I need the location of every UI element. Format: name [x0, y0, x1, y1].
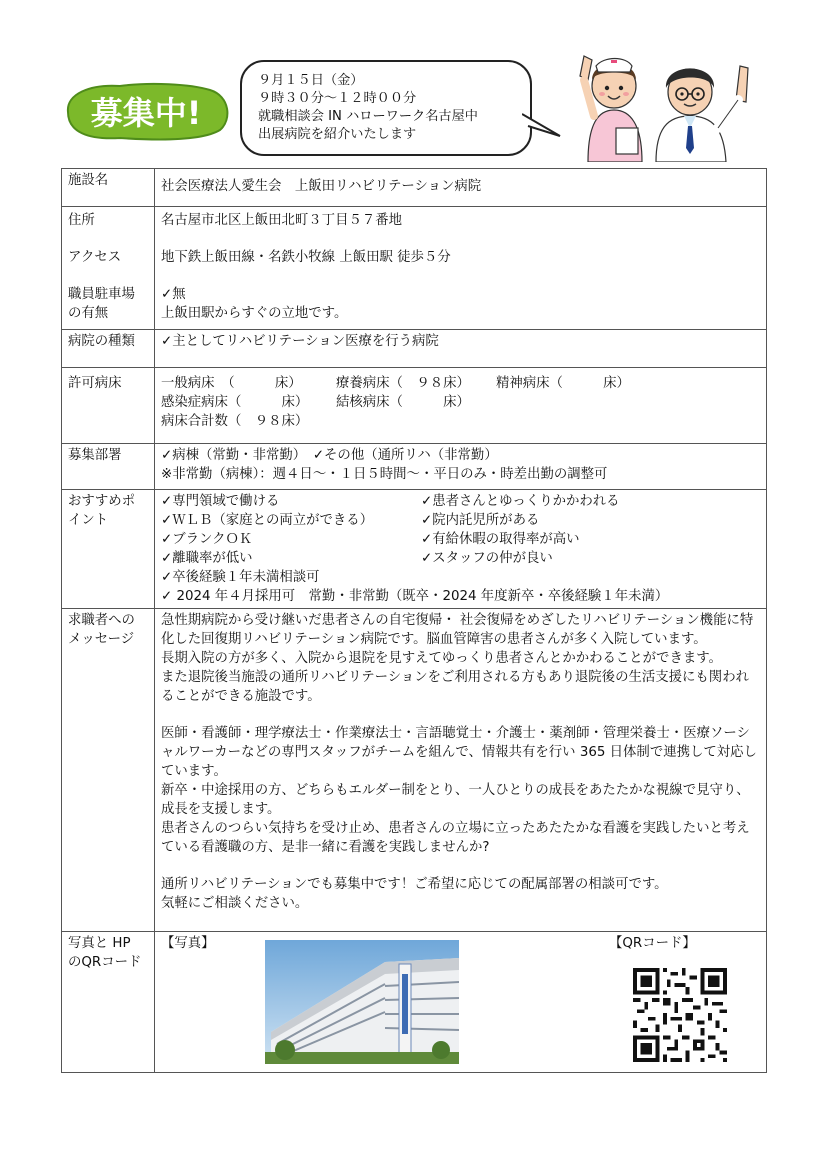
address-value: 名古屋市北区上飯田北町３丁目５７番地 — [161, 213, 403, 228]
facility-row — [62, 169, 767, 207]
message-paragraph: 患者さんのつらい気持ちを受け止め、患者さんの立場に立ったあたたかな看護を実践したいと考えている看護職の方、是非一緒に看護を実践しませんか? — [161, 821, 750, 855]
point-item: ✓卒後経験１年未満相談可 — [161, 570, 320, 585]
point-item: ✓ＷＬＢ（家庭との両立ができる） — [161, 513, 374, 528]
message-paragraph: また退院後当施設の通所リハビリテーションをご利用される方もあり退院後の生活支援にも関われることができる施設です。 — [161, 670, 749, 704]
message-paragraph: 通所リハビリテーションでも募集中です！ご希望に応じての配属部署の相談可です。 — [161, 877, 668, 892]
nurse-illustration — [574, 50, 646, 162]
dept-line-2: ※非常勤（病棟）：週４日～・１日５時間～・平日のみ・時差出勤の調整可 — [161, 467, 608, 482]
event-venue: 就職相談会 IN ハローワーク名古屋中 — [258, 109, 478, 124]
parking-value: ✓無 — [161, 287, 186, 302]
message-paragraph: 気軽にご相談ください。 — [161, 896, 309, 911]
recruiting-badge — [60, 80, 232, 142]
hospital-type-row — [62, 330, 767, 368]
bed-infectious: 感染症病床（ 床） — [161, 395, 309, 410]
access-value: 地下鉄上飯田線・名鉄小牧線 上飯田駅 徒歩５分 — [161, 250, 451, 265]
doctor-illustration — [650, 56, 752, 162]
parking-label: 職員駐車場の有無 — [68, 287, 135, 321]
dept-line-1: ✓病棟（常勤・非常勤） ✓その他（通所リハ（非常勤） — [161, 448, 498, 463]
message-paragraph: 新卒・中途採用の方、どちらもエルダー制をとり、一人ひとりの成長をあたたかな視線で見守り、成長を支援します。 — [161, 783, 750, 817]
points-grid — [161, 492, 760, 568]
hospital-type-label: 病院の種類 — [62, 330, 155, 368]
address-row — [62, 207, 767, 330]
address-label: 住所 — [68, 213, 95, 228]
message-label: 求職者へのメッセージ — [62, 609, 155, 932]
point-item: ✓ブランクＯＫ — [161, 532, 253, 547]
point-item: ✓スタッフの仲が良い — [421, 551, 553, 566]
message-row — [62, 609, 767, 932]
event-note: 出展病院を紹介いたします — [258, 127, 417, 142]
hospital-type-value: ✓主としてリハビリテーション医療を行う病院 — [155, 330, 767, 368]
badge-text: 募集中! — [90, 94, 202, 132]
points-row — [62, 490, 767, 609]
access-label: アクセス — [68, 250, 122, 265]
hospital-photo — [265, 940, 459, 1064]
qr-code[interactable] — [633, 968, 727, 1062]
bed-tuberculosis: 結核病床（ 床） — [336, 395, 470, 410]
dept-label: 募集部署 — [62, 444, 155, 490]
beds-grid — [161, 374, 760, 431]
photo-label: 【写真】 — [161, 936, 215, 951]
message-paragraph: 医師・看護師・理学療法士・作業療法士・言語聴覚士・介護士・薬剤師・管理栄養士・医療ソーシャルワーカーなどの専門スタッフがチームを組んで、情報共有を行い 365 日体制で連携して対応しています。 — [161, 726, 757, 779]
facility-value: 社会医療法人愛生会 上飯田リハビリテーション病院 — [155, 169, 767, 207]
bed-longterm: 療養病床（ ９８床） — [336, 376, 470, 391]
event-bubble — [240, 60, 532, 156]
point-item: ✓専門領域で働ける — [161, 494, 280, 509]
bed-total: 病床合計数（ ９８床） — [161, 414, 309, 429]
point-item: ✓離職率が低い — [161, 551, 253, 566]
bed-psychiatric: 精神病床（ 床） — [496, 376, 630, 391]
point-item: ✓患者さんとゆっくりかかわれる — [421, 494, 620, 509]
point-item: ✓有給休暇の取得率が高い — [421, 532, 580, 547]
message-paragraph: 長期入院の方が多く、入院から退院を見すえてゆっくり患者さんとかかわることができます。 — [161, 651, 722, 666]
bed-general: 一般病床 （ 床） — [161, 376, 302, 391]
beds-label: 許可病床 — [62, 368, 155, 444]
point-item: ✓院内託児所がある — [421, 513, 540, 528]
dept-row — [62, 444, 767, 490]
message-paragraph: 急性期病院から受け継いだ患者さんの自宅復帰・ 社会復帰をめざしたリハビリテーション機能に特化した回復期リハビリテーション病院です。脳血管障害の患者さんが多く入院しています。 — [161, 613, 754, 647]
point-item: ✓ 2024 年４月採用可 常勤・非常勤（既卒・2024 年度新卒・卒後経験１年未満） — [161, 589, 669, 604]
bubble-tail — [522, 112, 562, 140]
points-label: おすすめポイント — [62, 490, 155, 609]
event-time: ９時３０分～１２時００分 — [258, 91, 417, 106]
qr-label: 【QRコード】 — [609, 936, 696, 951]
photo-row — [62, 932, 767, 1073]
beds-row — [62, 368, 767, 444]
event-date: ９月１５日（金） — [258, 73, 364, 88]
job-info-table — [61, 168, 767, 1073]
facility-label: 施設名 — [62, 169, 155, 207]
photo-section-label: 写真と HP のQRコード — [62, 932, 155, 1073]
parking-note: 上飯田駅からすぐの立地です。 — [161, 306, 348, 321]
